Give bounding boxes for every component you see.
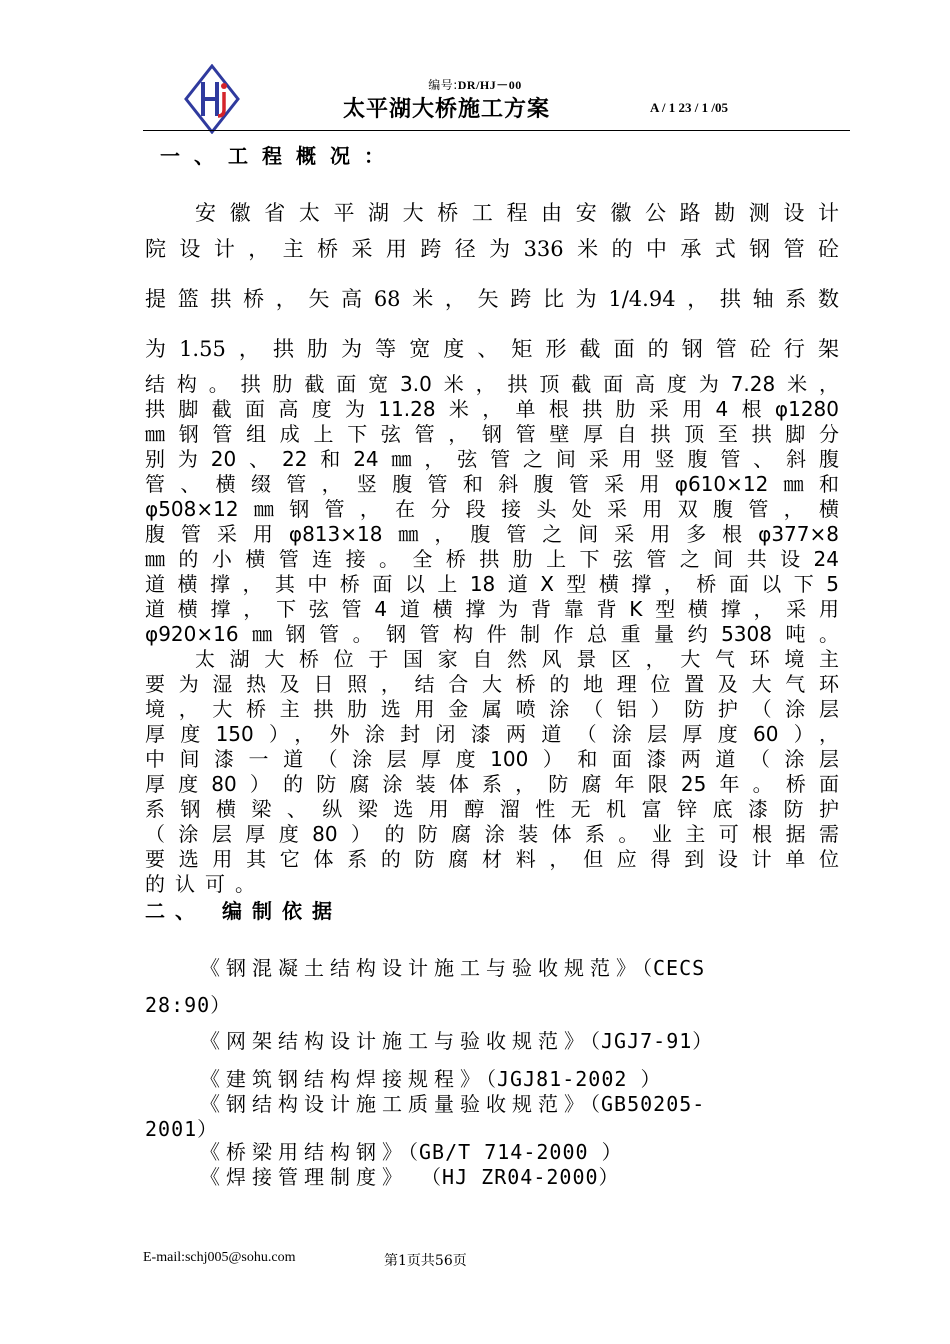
paragraph-line: 厚度150），外涂封闭漆两道（涂层厚度60）， xyxy=(145,722,839,746)
paragraph-line: 为1.55，拱肋为等宽度、矩形截面的钢管砼行架 xyxy=(145,337,839,361)
footer-email: E-mail:schj005@sohu.com xyxy=(143,1250,296,1265)
paragraph-line: 中间漆一道（涂层厚度100）和面漆两道（涂层 xyxy=(145,747,839,771)
document-code-value: DR/HJ－00 xyxy=(457,78,522,92)
document-code xyxy=(0,76,950,93)
reference-item xyxy=(200,1161,620,1190)
reference-code: （GB/T 714-2000 ） xyxy=(408,1140,623,1164)
company-logo-icon xyxy=(184,64,240,134)
reference-item xyxy=(200,1088,705,1117)
document-code-label: 编号: xyxy=(428,78,458,92)
paragraph-line: 系钢横梁、纵梁选用醇溜性无机富锌底漆防护 xyxy=(145,797,839,821)
reference-code: （GB50205- xyxy=(590,1092,706,1116)
reference-code: （JGJ7-91） xyxy=(590,1029,714,1053)
paragraph-line: 腹管采用φ813×18㎜，腹管之间采用多根φ377×8 xyxy=(145,522,839,546)
reference-title: 《桥梁用结构钢》 xyxy=(200,1140,408,1164)
reference-title: 2001） xyxy=(145,1117,219,1141)
paragraph-line: 太湖大桥位于国家自然风景区，大气环境主 xyxy=(195,647,839,671)
paragraph-line: 道横撑，下弦管4道横撑为背靠背K型横撑，采用 xyxy=(145,597,839,621)
paragraph-line: φ508×12㎜钢管，在分段接头处采用双腹管，横 xyxy=(145,497,839,521)
paragraph-line: 结构。拱肋截面宽3.0米，拱顶截面高度为7.28米， xyxy=(145,372,839,396)
reference-code: （CECS xyxy=(642,956,706,980)
paragraph-line: 要为湿热及日照，结合大桥的地理位置及大气环 xyxy=(145,672,839,696)
paragraph-line: 安徽省太平湖大桥工程由安徽公路勘测设计 xyxy=(195,201,839,225)
reference-item xyxy=(200,1025,713,1054)
header-divider xyxy=(143,130,850,131)
revision-date: A / 1 23 / 1 /05 xyxy=(650,100,729,115)
paragraph-line: 的认可。 xyxy=(145,872,265,896)
paragraph-line: 厚度80）的防腐涂装体系，防腐年限25年。桥面 xyxy=(145,772,839,796)
paragraph-line: ㎜钢管组成上下弦管，钢管壁厚自拱顶至拱脚分 xyxy=(145,422,839,446)
paragraph-line: 境，大桥主拱肋选用金属喷涂（铝）防护（涂层 xyxy=(145,697,839,721)
reference-title: 《焊接管理制度》 xyxy=(200,1165,408,1189)
paragraph-line: φ920×16㎜钢管。钢管构件制作总重量约5308吨。 xyxy=(145,622,839,646)
document-title: 太平湖大桥施工方案 xyxy=(343,97,551,122)
paragraph-line: ㎜的小横管连接。全桥拱肋上下弦管之间共设24 xyxy=(145,547,839,571)
paragraph-line: 拱脚截面高度为11.28米，单根拱肋采用4根φ1280 xyxy=(145,397,839,421)
reference-title: 《钢结构设计施工质量验收规范》 xyxy=(200,1092,590,1116)
reference-code: （HJ ZR04-2000） xyxy=(408,1165,620,1189)
reference-title: 28:90） xyxy=(145,993,232,1017)
paragraph-line: 提篮拱桥，矢高68米，矢跨比为1/4.94，拱轴系数 xyxy=(145,287,839,311)
paragraph-line: 管、横缀管，竖腹管和斜腹管采用φ610×12㎜和 xyxy=(145,472,839,496)
reference-item-continued xyxy=(145,989,231,1018)
reference-title: 《网架结构设计施工与验收规范》 xyxy=(200,1029,590,1053)
footer-page-number: 第1页共56页 xyxy=(384,1253,467,1269)
section-heading-basis: 二、 编制依据 xyxy=(145,899,342,923)
paragraph-line: 道横撑，其中桥面以上18道X型横撑，桥面以下5 xyxy=(145,572,839,596)
paragraph-line: （涂层厚度80）的防腐涂装体系。业主可根据需 xyxy=(145,822,839,846)
reference-item xyxy=(200,952,705,981)
paragraph-line: 要选用其它体系的防腐材料，但应得到设计单位 xyxy=(145,847,839,871)
reference-title: 《建筑钢结构焊接规程》 xyxy=(200,1067,486,1091)
reference-title: 《钢混凝土结构设计施工与验收规范》 xyxy=(200,956,642,980)
paragraph-line: 别为20、22和24㎜，弦管之间采用竖腹管、斜腹 xyxy=(145,447,839,471)
section-heading-overview: 一、工程概况： xyxy=(160,144,398,168)
paragraph-line: 院设计，主桥采用跨径为336米的中承式钢管砼 xyxy=(145,237,839,261)
reference-code: （JGJ81-2002 ） xyxy=(486,1067,662,1091)
